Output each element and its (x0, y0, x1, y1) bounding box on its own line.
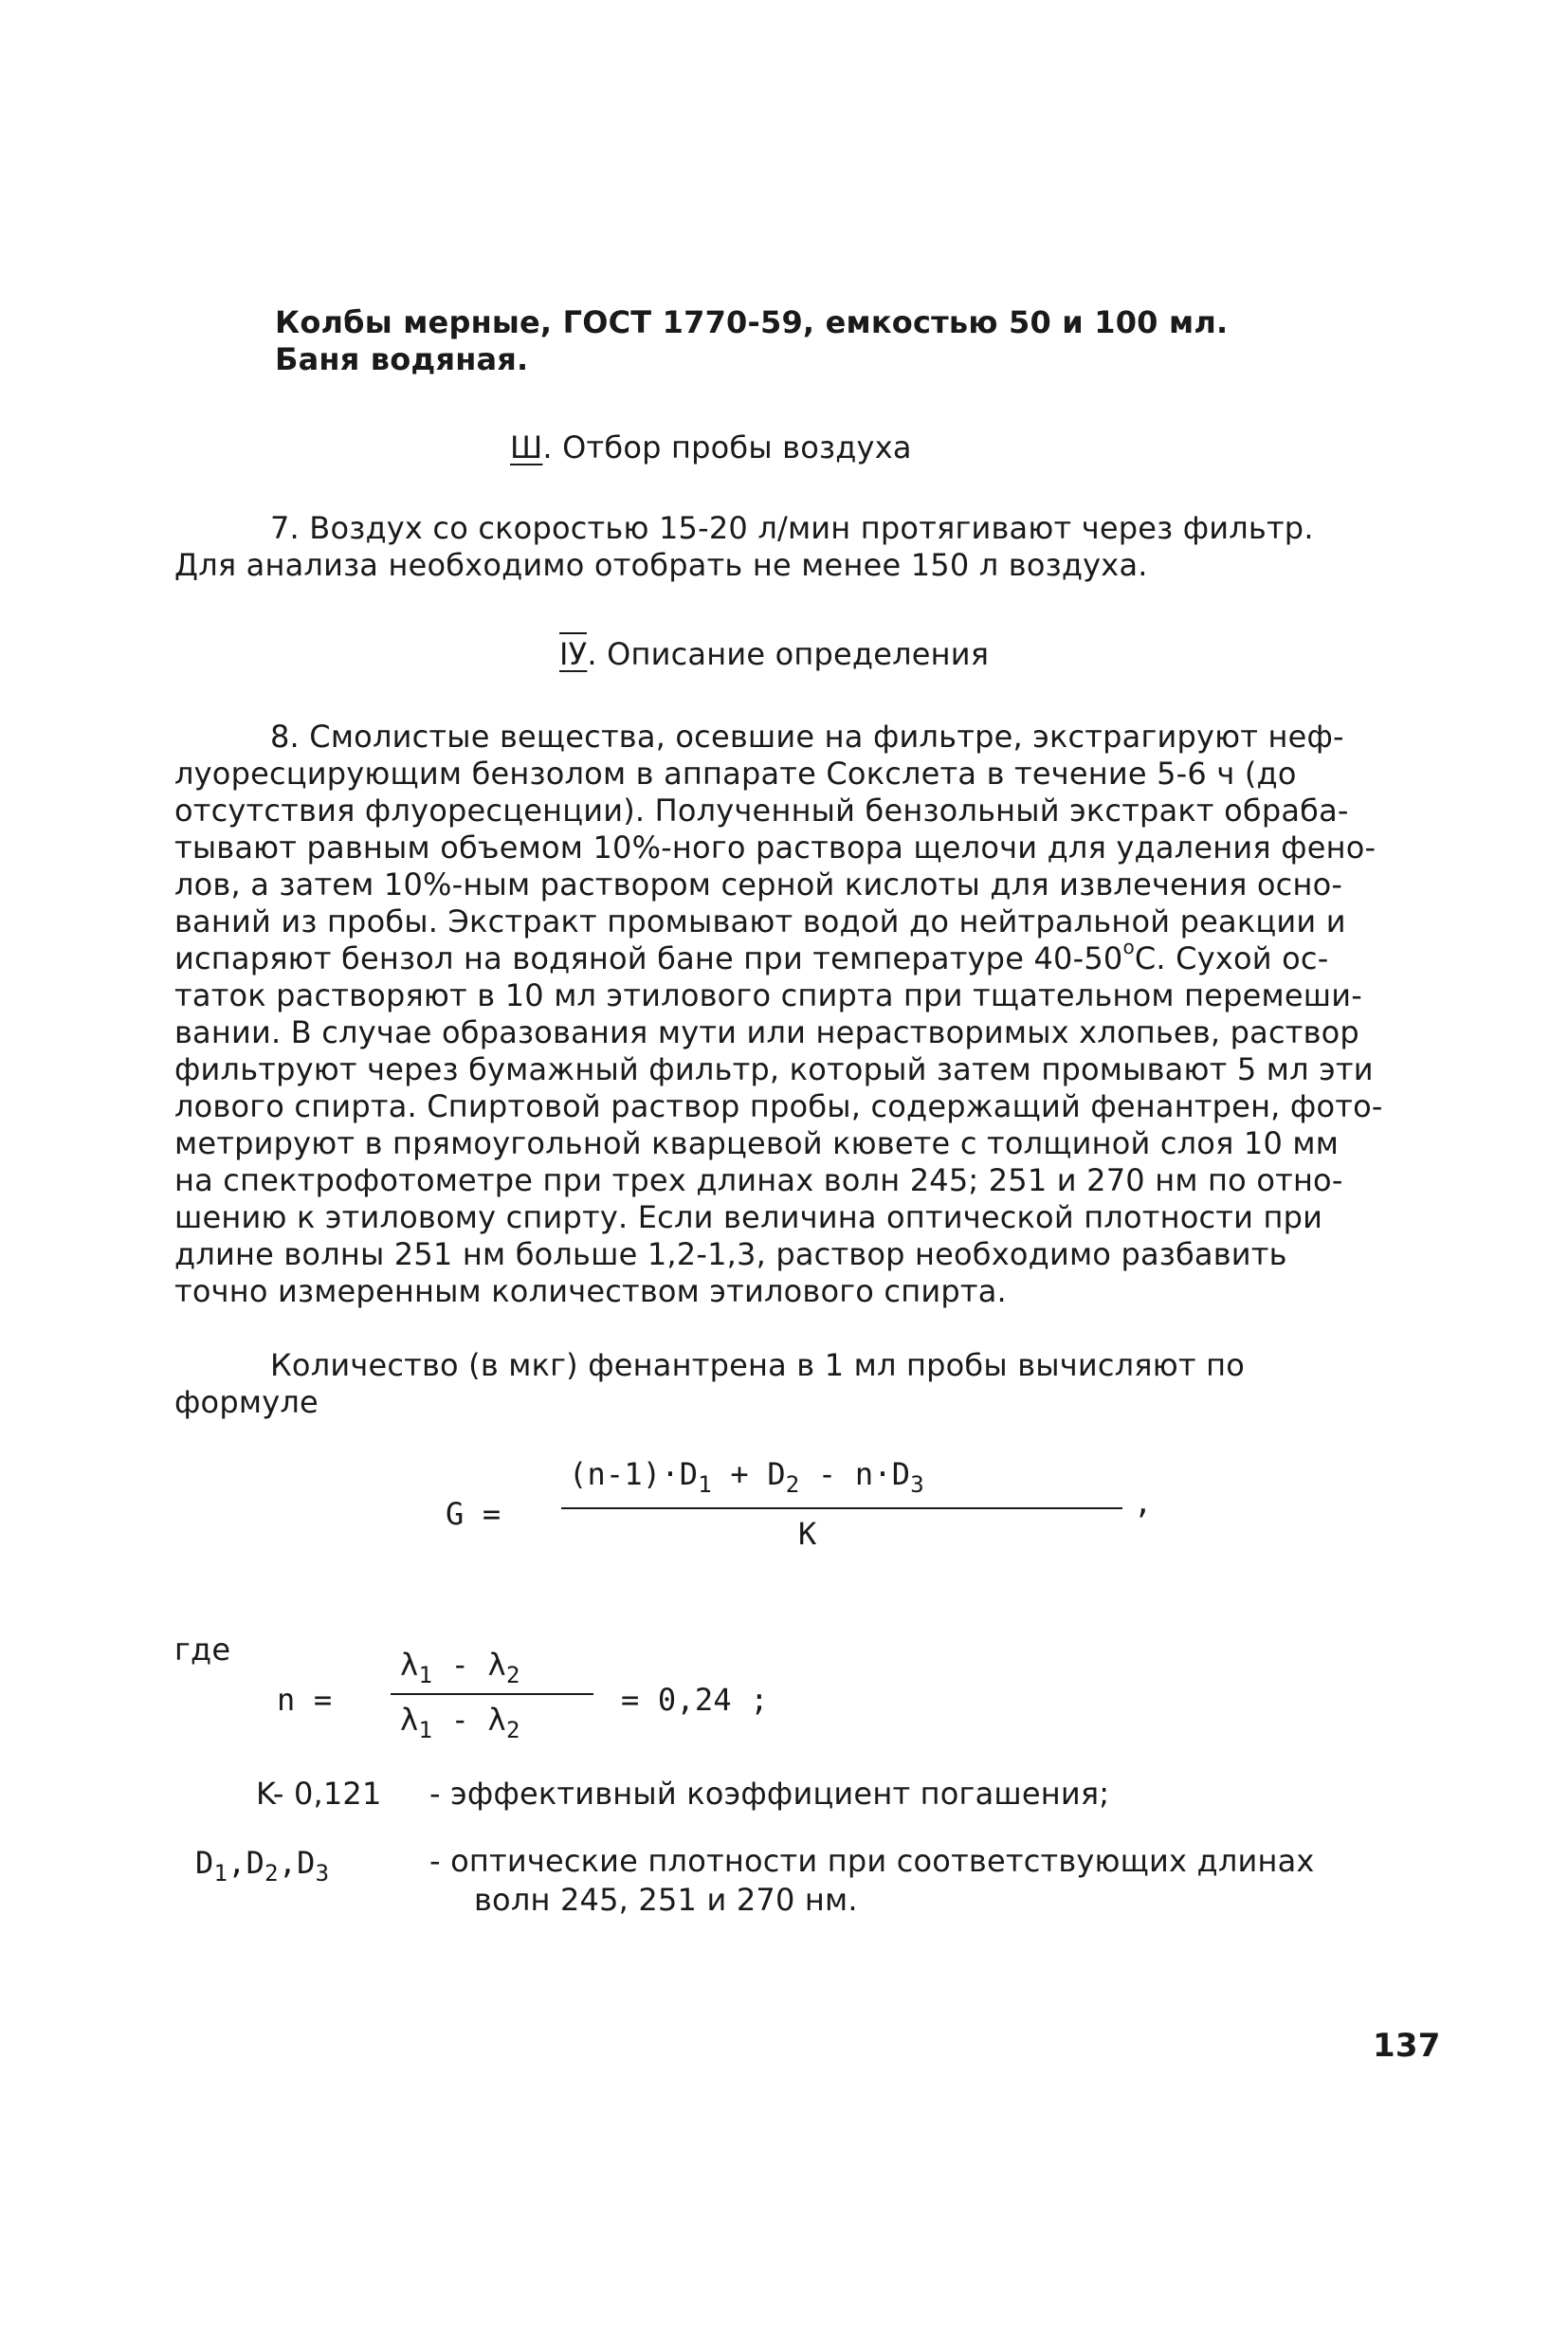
para-8-line-1: 8. Смолистые вещества, осевшие на фильтре, экстрагируют неф- (270, 719, 1344, 755)
para-8-line-14: шению к этиловому спирту. Если величина оптической плотности при (174, 1199, 1323, 1235)
para-8-line-13: на спектрофотометре при трех длинах волн 245; 251 и 270 нм по отно- (174, 1162, 1343, 1198)
k-definition: - эффективный коэффициент погашения; (429, 1776, 1110, 1812)
formula-n-lhs: n = (277, 1682, 333, 1718)
page-number: 137 (1373, 2027, 1441, 2065)
para-8-line-7-rest: С. Сухой ос- (1134, 940, 1329, 976)
para-8-line-7-text: испаряют бензол на водяной бане при температуре 40-50 (174, 940, 1123, 976)
para-8-line-6: ваний из пробы. Экстракт промывают водой до нейтральной реакции и (174, 903, 1346, 939)
d-symbols: $D_1,D_2,D_3$ (195, 1845, 330, 1887)
para-8-line-3: отсутствия флуоресценции). Полученный бензольный экстракт обраба- (174, 793, 1349, 829)
para-8-line-2: луоресцирующим бензолом в аппарате Сокслета в течение 5-6 ч (до (174, 756, 1297, 792)
formula-g-lhs: G = (446, 1496, 501, 1532)
para-8-line-15: длине волны 251 нм больше 1,2-1,3, раствор необходимо разбавить (174, 1236, 1287, 1272)
para-8-line-5: лов, а затем 10%-ным раствором серной кислоты для извлечения осно- (174, 866, 1343, 903)
where-label: где (174, 1632, 231, 1668)
section-4-heading (559, 635, 989, 673)
para-8-line-11: лового спирта. Спиртовой раствор пробы, содержащий фенантрен, фото- (174, 1088, 1383, 1124)
para-8-line-9: вании. В случае образования мути или нерастворимых хлопьев, раствор (174, 1014, 1359, 1050)
para-8-line-7 (174, 936, 1329, 977)
degree-mark: о (1122, 936, 1135, 958)
para-8-line-8: таток растворяют в 10 мл этилового спирта при тщательном перемеши- (174, 977, 1362, 1013)
quantity-line-2: формуле (174, 1384, 319, 1420)
para-8-line-16: точно измеренным количеством этилового спирта. (174, 1273, 1007, 1309)
section-4-title: . Описание определения (587, 636, 990, 672)
formula-n-rhs: = 0,24 ; (621, 1682, 769, 1718)
formula-n-fraction-bar (391, 1693, 593, 1695)
d-definition-line-2: волн 245, 251 и 270 нм. (474, 1882, 858, 1918)
equipment-line-1: Колбы мерные, ГОСТ 1770-59, емкостью 50 и 100 мл. (275, 304, 1229, 340)
formula-g-comma: , (1134, 1485, 1153, 1521)
section-3-numeral: Ш (510, 429, 543, 465)
section-3-heading (510, 428, 912, 466)
k-symbol: K- 0,121 (256, 1776, 382, 1812)
quantity-line-1: Количество (в мкг) фенантрена в 1 мл пробы вычисляют по (270, 1347, 1245, 1383)
section-3-title: . Отбор пробы воздуха (542, 429, 912, 465)
formula-g-denominator: K (798, 1516, 817, 1552)
para-8-line-12: метрируют в прямоугольной кварцевой кювете с толщиной слоя 10 мм (174, 1125, 1340, 1161)
para-8-line-10: фильтруют через бумажный фильтр, который затем промывают 5 мл эти (174, 1051, 1374, 1087)
d-definition-line-1: - оптические плотности при соответствующих длинах (429, 1843, 1315, 1879)
section-4-numeral: IУ (559, 632, 587, 672)
formula-n-denominator: $\lambda_1 - \lambda_2$ (400, 1702, 520, 1743)
para-7-line-2: Для анализа необходимо отобрать не менее 150 л воздуха. (174, 547, 1148, 583)
formula-g-fraction-bar (561, 1507, 1122, 1509)
equipment-line-2: Баня водяная. (275, 341, 529, 377)
formula-g-numerator: $(n-1)\cdot D_1 + D_2 - n\cdot D_3$ (569, 1456, 924, 1498)
formula-n-numerator: $\lambda_1 - \lambda_2$ (400, 1647, 520, 1688)
para-7-line-1: 7. Воздух со скоростью 15-20 л/мин протягивают через фильтр. (270, 510, 1314, 546)
para-8-line-4: тывают равным объемом 10%-ного раствора щелочи для удаления фено- (174, 830, 1377, 866)
